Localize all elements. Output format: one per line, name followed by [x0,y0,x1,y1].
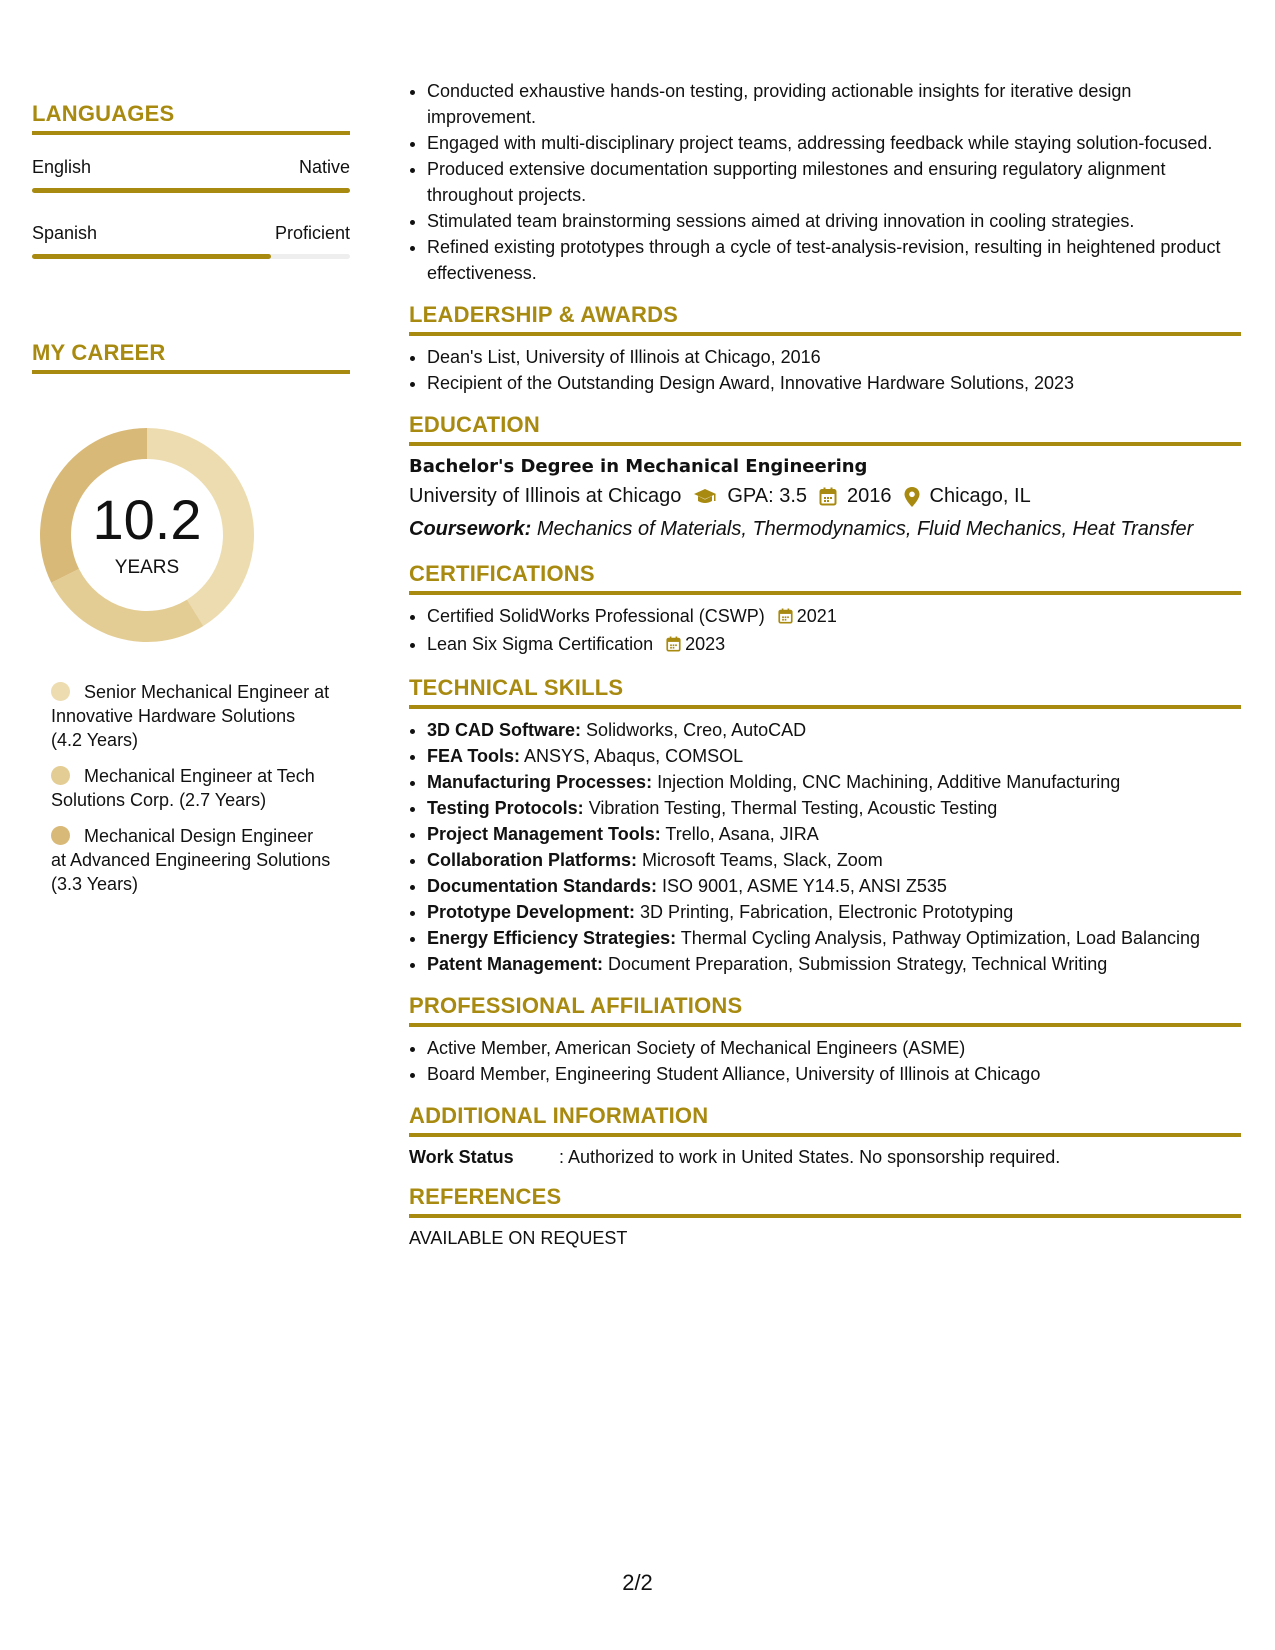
section-title-education: EDUCATION [409,412,1241,446]
career-legend-item [51,824,331,896]
career-legend-item [51,680,331,752]
language-bar [32,254,350,259]
affiliations-section [409,993,1241,1087]
career-years-unit: YEARS [114,557,180,578]
skill-category: Documentation Standards: [427,876,658,896]
career-role-label: Senior Mechanical Engineer at Innovative Hardware Solutions (4.2 Years) [51,682,330,750]
coursework-label: Coursework: [409,518,532,540]
skill-item [427,925,1241,951]
skill-category: Patent Management: [427,954,604,974]
coursework-list: Mechanics of Materials, Thermodynamics, Fluid Mechanics, Heat Transfer [536,518,1194,540]
skill-item [427,743,1241,769]
affiliation-item: • Board Member, Engineering Student Alliance, University of Illinois at Chicago [427,1061,1241,1087]
graduation-year: 2016 [847,485,892,507]
references-section [409,1184,1241,1249]
skill-item [427,899,1241,925]
gpa-value: GPA: 3.5 [727,485,808,507]
certification-name: Lean Six Sigma Certification [427,634,654,654]
certification-item [427,603,1241,631]
work-status-row [409,1147,1241,1168]
section-title-leadership: LEADERSHIP & AWARDS [409,302,1241,336]
leadership-section [409,302,1241,396]
experience-section [409,78,1241,286]
career-role-label: Mechanical Engineer at Tech Solutions Corp. (2.7 Years) [51,766,315,810]
skill-values: Thermal Cycling Analysis, Pathway Optimization, Load Balancing [680,928,1201,948]
skill-values: Injection Molding, CNC Machining, Additive Manufacturing [657,772,1121,792]
career-section [32,340,350,374]
references-text: AVAILABLE ON REQUEST [409,1228,628,1248]
additional-section [409,1103,1241,1168]
language-bar [32,188,350,193]
skill-category: Energy Efficiency Strategies: [427,928,677,948]
career-donut-chart [32,420,262,650]
right-column [409,0,1241,1249]
affiliation-item: • Active Member, American Society of Mechanical Engineers (ASME) [427,1035,1241,1061]
career-legend-item [51,764,331,812]
skill-values: Microsoft Teams, Slack, Zoom [642,850,883,870]
legend-dot [51,826,70,845]
skill-category: Testing Protocols: [427,798,584,818]
skill-item [427,717,1241,743]
skill-values: ISO 9001, ASME Y14.5, ANSI Z535 [662,876,947,896]
career-role-label: Mechanical Design Engineer at Advanced Engineering Solutions (3.3 Years) [51,826,331,894]
language-level: Proficient [274,223,350,243]
skill-item [427,847,1241,873]
page-number: 2/2 [622,1570,653,1595]
experience-bullet: • Engaged with multi-disciplinary project teams, addressing feedback while staying solution-focused. [427,130,1241,156]
certification-year: 2021 [796,606,837,626]
award-item: • Recipient of the Outstanding Design Award, Innovative Hardware Solutions, 2023 [427,370,1241,396]
skill-category: 3D CAD Software: [427,720,582,740]
skill-values: 3D Printing, Fabrication, Electronic Prototyping [640,902,1014,922]
calendar-icon [819,487,837,506]
experience-bullet: • Produced extensive documentation supporting milestones and ensuring regulatory alignment throughout projects. [427,156,1241,208]
skill-category: FEA Tools: [427,746,520,766]
experience-bullet: • Conducted exhaustive hands-on testing, providing actionable insights for iterative design improvement. [427,78,1241,130]
language-item [32,157,350,193]
skill-category: Collaboration Platforms: [427,850,638,870]
school-location: Chicago, IL [929,485,1031,507]
experience-bullet-list [409,78,1241,286]
skill-item [427,769,1241,795]
education-details [409,485,1241,508]
experience-bullet: • Stimulated team brainstorming sessions aimed at driving innovation in cooling strategies. [427,208,1241,234]
skill-item [427,821,1241,847]
section-title-skills: TECHNICAL SKILLS [409,675,1241,709]
language-level: Native [298,157,350,177]
skill-values: Vibration Testing, Thermal Testing, Acoustic Testing [588,798,998,818]
section-title-languages: LANGUAGES [32,101,350,135]
graduation-cap-icon [693,488,717,506]
language-bar-fill [32,254,271,259]
work-status-value: : Authorized to work in United States. No sponsorship required. [559,1147,1061,1167]
skill-values: Trello, Asana, JIRA [665,824,819,844]
skill-values: Solidworks, Creo, AutoCAD [586,720,807,740]
certification-name: Certified SolidWorks Professional (CSWP) [427,606,765,626]
school-name: University of Illinois at Chicago [409,485,682,507]
section-title-certifications: CERTIFICATIONS [409,561,1241,595]
skill-item [427,951,1241,977]
work-status-label: Work Status [409,1147,514,1167]
skill-values: Document Preparation, Submission Strategy, Technical Writing [608,954,1108,974]
section-title-affiliations: PROFESSIONAL AFFILIATIONS [409,993,1241,1027]
experience-bullet: • Refined existing prototypes through a cycle of test-analysis-revision, resulting in heightened product effectiveness. [427,234,1241,286]
calendar-icon [666,633,681,659]
award-item: • Dean's List, University of Illinois at Chicago, 2016 [427,344,1241,370]
certifications-section [409,561,1241,659]
certification-item [427,631,1241,659]
language-item [32,223,350,259]
degree-title: Bachelor's Degree in Mechanical Engineering [409,456,868,477]
language-name: Spanish [32,223,98,243]
language-name: English [32,157,92,177]
section-title-additional: ADDITIONAL INFORMATION [409,1103,1241,1137]
skills-section [409,675,1241,977]
education-section [409,412,1241,541]
languages-section [32,101,350,259]
skill-category: Project Management Tools: [427,824,661,844]
section-title-references: REFERENCES [409,1184,1241,1218]
language-bar-fill [32,188,350,193]
legend-dot [51,766,70,785]
certification-year: 2023 [685,634,726,654]
calendar-icon [778,605,793,631]
skill-item [427,795,1241,821]
legend-dot [51,682,70,701]
skill-item [427,873,1241,899]
career-legend [51,680,331,908]
skill-values: ANSYS, Abaqus, COMSOL [524,746,744,766]
skill-category: Prototype Development: [427,902,636,922]
coursework [409,518,1241,541]
skill-category: Manufacturing Processes: [427,772,653,792]
location-pin-icon [904,487,920,507]
section-title-career: MY CAREER [32,340,350,374]
career-total-years: 10.2 [92,488,202,551]
